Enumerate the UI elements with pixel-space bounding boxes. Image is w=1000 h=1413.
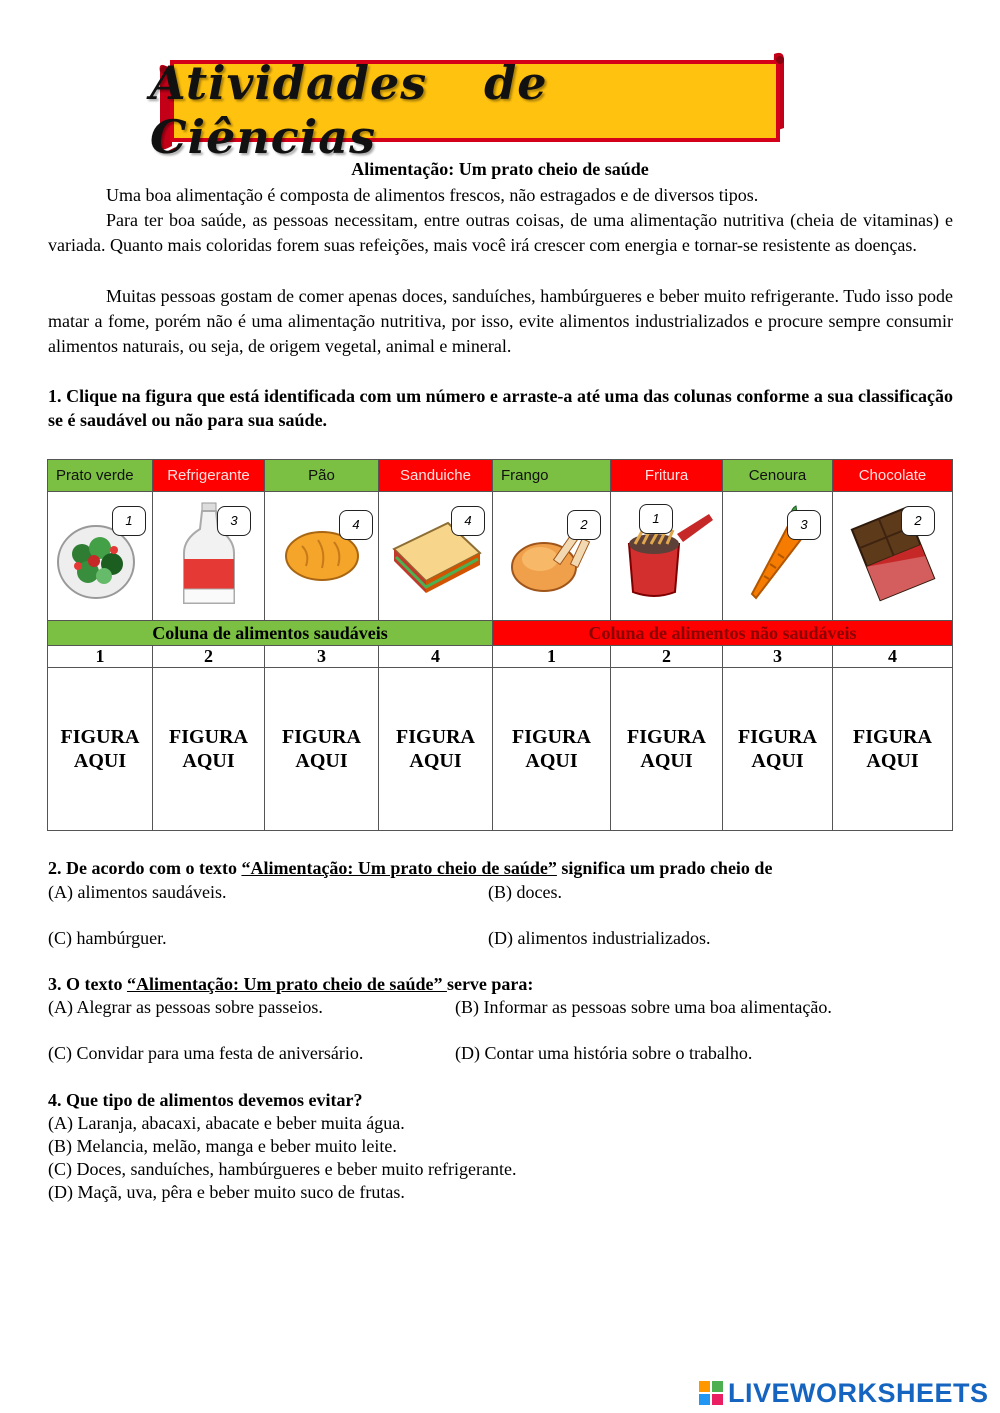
paragraph-3: Muitas pessoas gostam de comer apenas doces, sanduíches, hambúrgueres e beber muito refrigerante. Tudo isso pode matar a fome, porém não é uma alimentação nutritiva, por isso, evite alimentos industrializados e procure sempre consumir alimentos naturais, ou seja, de origem vegetal, animal e mineral. [48,286,953,356]
food-label: Refrigerante [153,460,265,492]
number-bubble: 2 [567,510,601,540]
column-number-row [48,646,953,668]
question-2-suffix: significa um prado cheio de [556,858,773,878]
number-bubble: 4 [339,510,373,540]
food-label: Chocolate [833,460,953,492]
question-3-quote: “Alimentação: Um prato cheio de saúde” [126,974,447,994]
drop-zone-label: AQUI [409,750,462,772]
question-1: 1. Clique na figura que está identificada com um número e arraste-a até uma das colunas conforme a sua classificação se é saudável ou não para sua saúde. [48,386,953,430]
text-title: Alimentação: Um prato cheio de saúde [351,159,649,179]
banner-title: Atividades de Ciências [150,56,548,164]
column-header-row [48,621,953,646]
food-label-row [48,460,953,492]
paragraph-1: Uma boa alimentação é composta de alimentos frescos, não estragados e de diversos tipos. [106,185,759,205]
drop-zone-label: AQUI [182,750,235,772]
question-3-suffix: serve para: [446,974,534,994]
q4-option-b[interactable]: (B) Melancia, melão, manga e beber muito leite. [48,1136,397,1156]
number-bubble: 2 [901,506,935,536]
drop-zone-label: AQUI [525,750,578,772]
draggable-sandwich[interactable] [379,492,493,621]
drop-zone-label: FIGURA [396,726,475,748]
q3-option-c[interactable]: (C) Convidar para uma festa de aniversário. [48,1043,364,1063]
drop-zone-unhealthy-1[interactable] [493,668,611,831]
q3-option-b[interactable]: (B) Informar as pessoas sobre uma boa alimentação. [455,997,832,1017]
q4-option-a[interactable]: (A) Laranja, abacaxi, abacate e beber muita água. [48,1113,405,1133]
drop-zone-label: FIGURA [627,726,706,748]
food-image-row [48,492,953,621]
drop-zone-healthy-2[interactable] [153,668,265,831]
liveworksheets-logo [698,1378,989,1408]
draggable-carrot[interactable] [723,492,833,621]
food-classification-table [47,459,953,831]
drop-zone-label: FIGURA [60,726,140,748]
question-3-prefix: 3. O texto [48,974,127,994]
q2-option-b[interactable]: (B) doces. [488,882,562,902]
column-number: 1 [493,646,611,668]
question-4: 4. Que tipo de alimentos devemos evitar? [48,1090,363,1110]
drop-zone-label: FIGURA [512,726,591,748]
column-number: 3 [723,646,833,668]
food-label: Pão [265,460,379,492]
food-label: Sanduiche [379,460,493,492]
number-bubble: 3 [217,506,251,536]
number-bubble: 1 [112,506,146,536]
number-bubble: 3 [787,510,821,540]
paragraph-2: Para ter boa saúde, as pessoas necessitam, entre outras coisas, de uma alimentação nutritiva (cheia de vitaminas) e variada. Quanto mais coloridas forem suas refeições, mais você irá crescer com energia e tornar-se resistente as doenças. [48,210,953,255]
q2-option-a[interactable]: (A) alimentos saudáveis. [48,882,227,902]
food-label: Fritura [611,460,723,492]
drop-zone-label: FIGURA [738,726,817,748]
q2-option-d[interactable]: (D) alimentos industrializados. [488,928,711,948]
drop-zone-healthy-1[interactable] [48,668,153,831]
drop-zone-label: AQUI [640,750,693,772]
drop-zone-label: FIGURA [282,726,361,748]
draggable-salad-plate[interactable] [48,492,153,621]
food-label: Frango [493,460,611,492]
food-label: Cenoura [723,460,833,492]
drop-zone-label: AQUI [866,750,919,772]
drop-zone-label: FIGURA [853,726,932,748]
column-number: 2 [153,646,265,668]
liveworksheets-logo-icon [698,1380,724,1406]
drop-zone-label: AQUI [295,750,348,772]
q4-option-d[interactable]: (D) Maçã, uva, pêra e beber muito suco de frutas. [48,1182,405,1202]
question-2-prefix: 2. De acordo com o texto [48,858,242,878]
q3-option-a[interactable]: (A) Alegrar as pessoas sobre passeios. [48,997,323,1017]
column-number: 4 [833,646,953,668]
drop-zone-row [48,668,953,831]
q2-option-c[interactable]: (C) hambúrguer. [48,928,167,948]
column-number: 2 [611,646,723,668]
column-number: 3 [265,646,379,668]
drop-zone-label: FIGURA [169,726,248,748]
draggable-bread[interactable] [265,492,379,621]
food-label: Prato verde [48,460,153,492]
healthy-column-header: Coluna de alimentos saudáveis [48,621,493,646]
q3-option-d[interactable]: (D) Contar uma história sobre o trabalho. [455,1043,753,1063]
number-bubble: 4 [451,506,485,536]
drop-zone-healthy-4[interactable] [379,668,493,831]
drop-zone-unhealthy-3[interactable] [723,668,833,831]
draggable-fried-pan[interactable] [611,492,723,621]
drop-zone-healthy-3[interactable] [265,668,379,831]
liveworksheets-logo-text: LIVEWORKSHEETS [728,1377,989,1408]
drop-zone-label: AQUI [751,750,804,772]
drop-zone-unhealthy-4[interactable] [833,668,953,831]
draggable-chicken[interactable] [493,492,611,621]
question-3 [48,974,533,995]
drop-zone-label: AQUI [73,750,127,772]
column-number: 1 [48,646,153,668]
unhealthy-column-header: Coluna de alimentos não saudáveis [493,621,953,646]
question-2-quote: “Alimentação: Um prato cheio de saúde” [241,858,557,878]
drop-zone-unhealthy-2[interactable] [611,668,723,831]
column-number: 4 [379,646,493,668]
q4-option-c[interactable]: (C) Doces, sanduíches, hambúrgueres e beber muito refrigerante. [48,1159,517,1179]
number-bubble: 1 [639,504,673,534]
question-2 [48,858,772,879]
draggable-chocolate[interactable] [833,492,953,621]
draggable-soda-bottle[interactable] [153,492,265,621]
